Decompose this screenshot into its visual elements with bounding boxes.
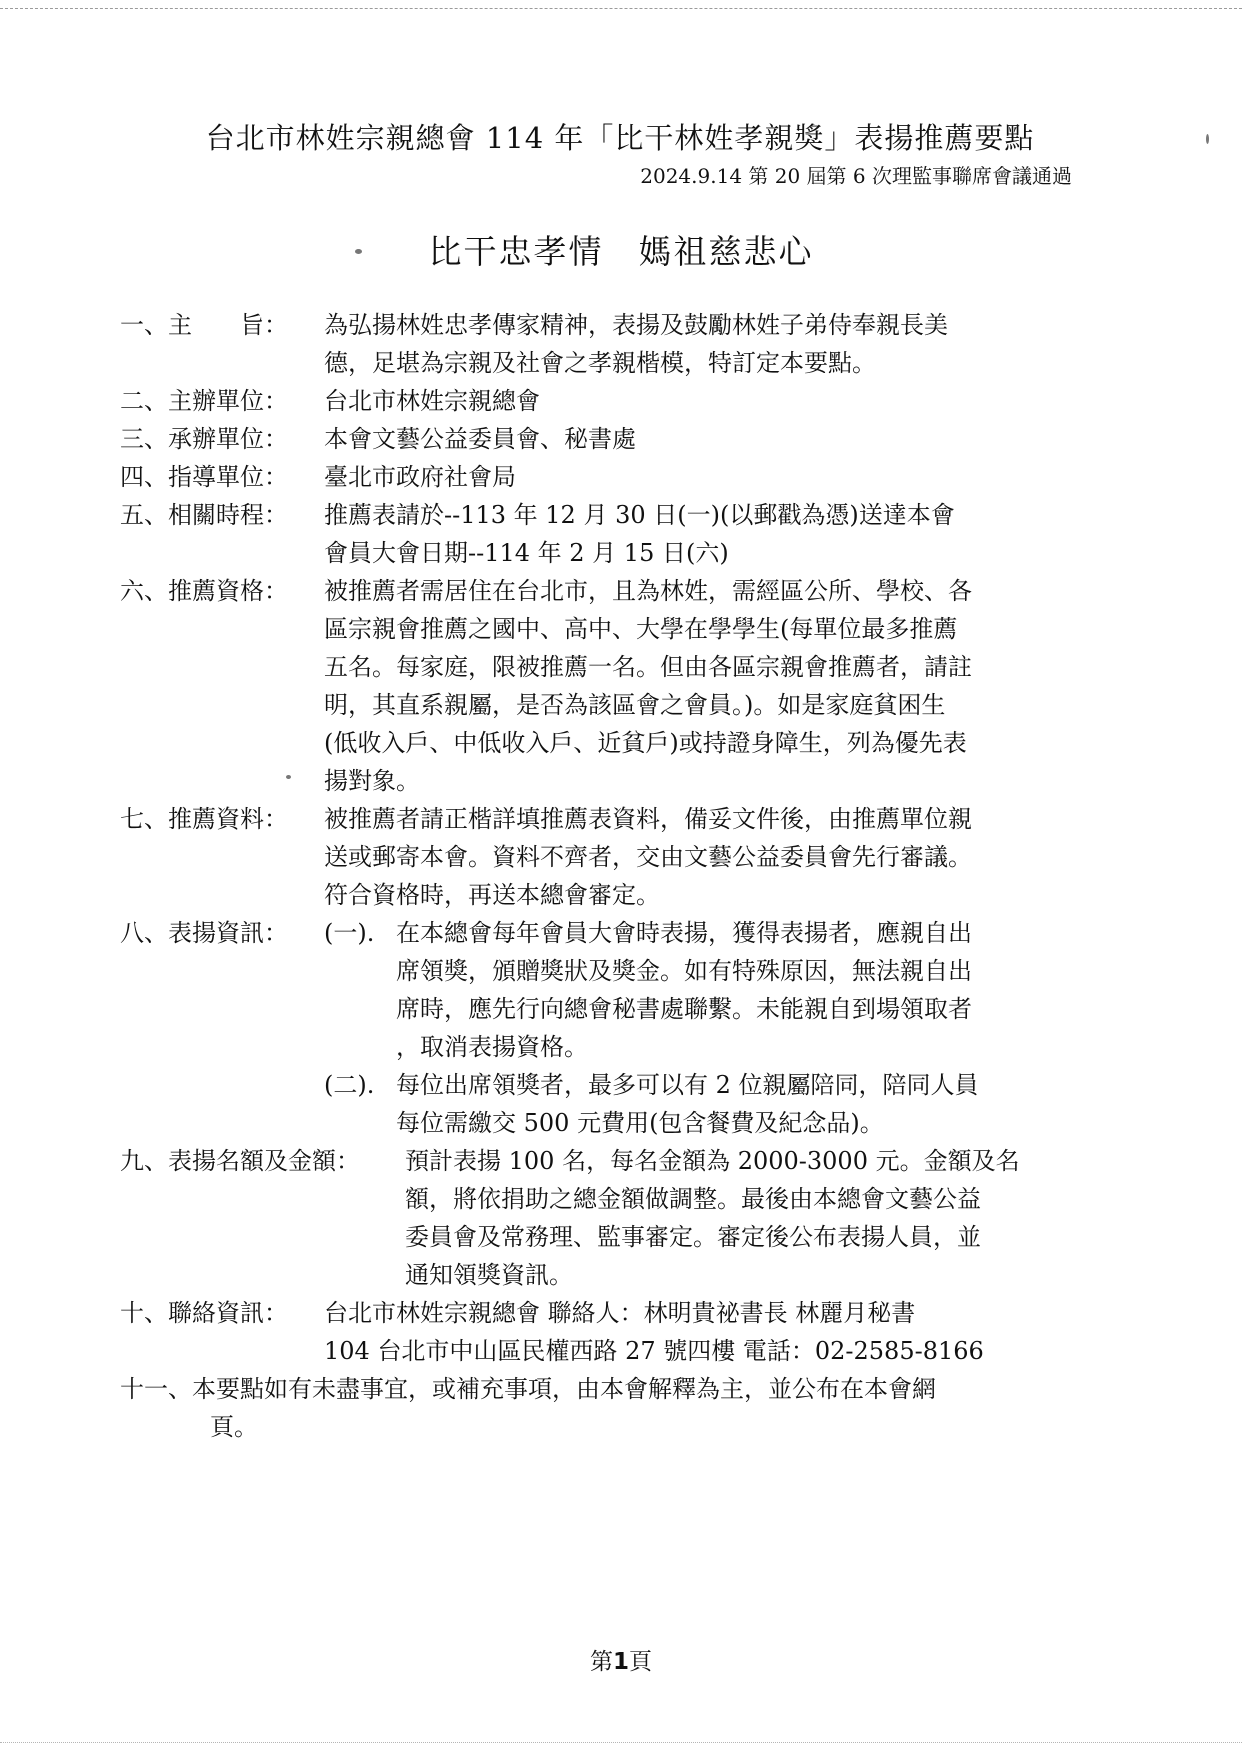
section-label: 五、相關時程： — [120, 501, 288, 529]
document-title: 台北市林姓宗親總會 114 年「比干林姓孝親獎」表揚推薦要點 — [205, 121, 1035, 155]
document-body — [120, 306, 1120, 1446]
section-line: 台北市林姓宗親總會 — [324, 387, 540, 415]
section-line: 頁。 — [210, 1413, 258, 1441]
section-label: 一、主 旨： — [120, 311, 288, 339]
scan-speck — [286, 775, 291, 779]
award-sub-item-1 — [324, 914, 1120, 1066]
section-documents — [120, 800, 1120, 914]
section-label: 八、表揚資訊： — [120, 919, 288, 947]
sub-item-number: (二). — [324, 1071, 375, 1099]
page-number-value: 1 — [612, 1649, 629, 1675]
section-line: 被推薦者請正楷詳填推薦表資料，備妥文件後，由推薦單位親 — [324, 805, 972, 833]
section-line: 每位出席領獎者，最多可以有 2 位親屬陪同，陪同人員 — [396, 1071, 979, 1099]
section-label: 十一、 — [120, 1375, 192, 1403]
section-line: 揚對象。 — [324, 767, 420, 795]
page-number-suffix: 頁 — [629, 1649, 652, 1675]
section-label: 三、承辦單位： — [120, 425, 288, 453]
section-advisor — [120, 458, 1120, 496]
section-line: 本要點如有未盡事宜，或補充事項，由本會解釋為主，並公布在本會網 — [192, 1375, 936, 1403]
section-line: 在本總會每年會員大會時表揚，獲得表揚者，應親自出 — [396, 919, 972, 947]
section-line: 會員大會日期--114 年 2 月 15 日(六) — [324, 539, 729, 567]
section-line: 被推薦者需居住在台北市，且為林姓，需經區公所、學校、各 — [324, 577, 972, 605]
section-line: 通知領獎資訊。 — [405, 1261, 573, 1289]
section-line: 推薦表請於--113 年 12 月 30 日(一)(以郵戳為憑)送達本會 — [324, 501, 955, 529]
scan-edge-bottom — [0, 1742, 1242, 1743]
section-line: 區宗親會推薦之國中、高中、大學在學學生(每單位最多推薦 — [324, 615, 958, 643]
section-label: 九、表揚名額及金額： — [120, 1147, 360, 1175]
section-purpose — [120, 306, 1120, 382]
section-line: 席時，應先行向總會秘書處聯繫。未能親自到場領取者 — [396, 995, 972, 1023]
section-line: 每位需繳交 500 元費用(包含餐費及紀念品)。 — [396, 1109, 884, 1137]
section-label: 六、推薦資格： — [120, 577, 288, 605]
section-line: 明，其直系親屬，是否為該區會之會員。)。如是家庭貧困生 — [324, 691, 946, 719]
scan-speck — [1206, 134, 1209, 144]
section-line: 台北市林姓宗親總會 聯絡人：林明貴祕書長 林麗月秘書 — [324, 1299, 916, 1327]
page-number — [0, 1643, 1242, 1676]
section-label: 二、主辦單位： — [120, 387, 288, 415]
section-line: 為弘揚林姓忠孝傳家精神，表揚及鼓勵林姓子弟侍奉親長美 — [324, 311, 948, 339]
section-line: 委員會及常務理、監事審定。審定後公布表揚人員，並 — [405, 1223, 981, 1251]
section-executor — [120, 420, 1120, 458]
section-award-info — [120, 914, 1120, 1142]
scan-edge-top — [0, 8, 1242, 9]
section-contact — [120, 1294, 1120, 1370]
section-line: (低收入戶、中低收入戶、近貧戶)或持證身障生，列為優先表 — [324, 729, 967, 757]
section-line: 符合資格時，再送本總會審定。 — [324, 881, 660, 909]
section-line: 德，足堪為宗親及社會之孝親楷模，特訂定本要點。 — [324, 349, 876, 377]
page-number-prefix: 第 — [589, 1649, 613, 1675]
section-line: 本會文藝公益委員會、秘書處 — [324, 425, 636, 453]
section-line: 104 台北市中山區民權西路 27 號四樓 電話：02-2585-8166 — [324, 1337, 984, 1365]
award-sub-item-2 — [324, 1066, 1120, 1142]
section-line: 額，將依捐助之總金額做調整。最後由本總會文藝公益 — [405, 1185, 981, 1213]
section-line: ，取消表揚資格。 — [396, 1033, 588, 1061]
section-line: 預計表揚 100 名，每名金額為 2000-3000 元。金額及名 — [405, 1147, 1020, 1175]
section-eligibility — [120, 572, 1120, 800]
motto-heading: 比干忠孝情 媽祖慈悲心 — [428, 232, 814, 271]
scan-speck — [355, 249, 362, 254]
section-label: 四、指導單位： — [120, 463, 288, 491]
section-line: 五名。每家庭，限被推薦一名。但由各區宗親會推薦者，請註 — [324, 653, 972, 681]
approval-note: 2024.9.14 第 20 屆第 6 次理監事聯席會議通過 — [640, 164, 1072, 188]
section-label: 七、推薦資料： — [120, 805, 288, 833]
section-award-quota — [120, 1142, 1120, 1294]
sub-item-number: (一). — [324, 919, 375, 947]
section-supplementary — [120, 1370, 1120, 1408]
section-organizer — [120, 382, 1120, 420]
section-line: 臺北市政府社會局 — [324, 463, 516, 491]
section-line: 送或郵寄本會。資料不齊者，交由文藝公益委員會先行審議。 — [324, 843, 972, 871]
section-line: 席領獎，頒贈獎狀及獎金。如有特殊原因，無法親自出 — [396, 957, 972, 985]
section-label: 十、聯絡資訊： — [120, 1299, 288, 1327]
section-schedule — [120, 496, 1120, 572]
